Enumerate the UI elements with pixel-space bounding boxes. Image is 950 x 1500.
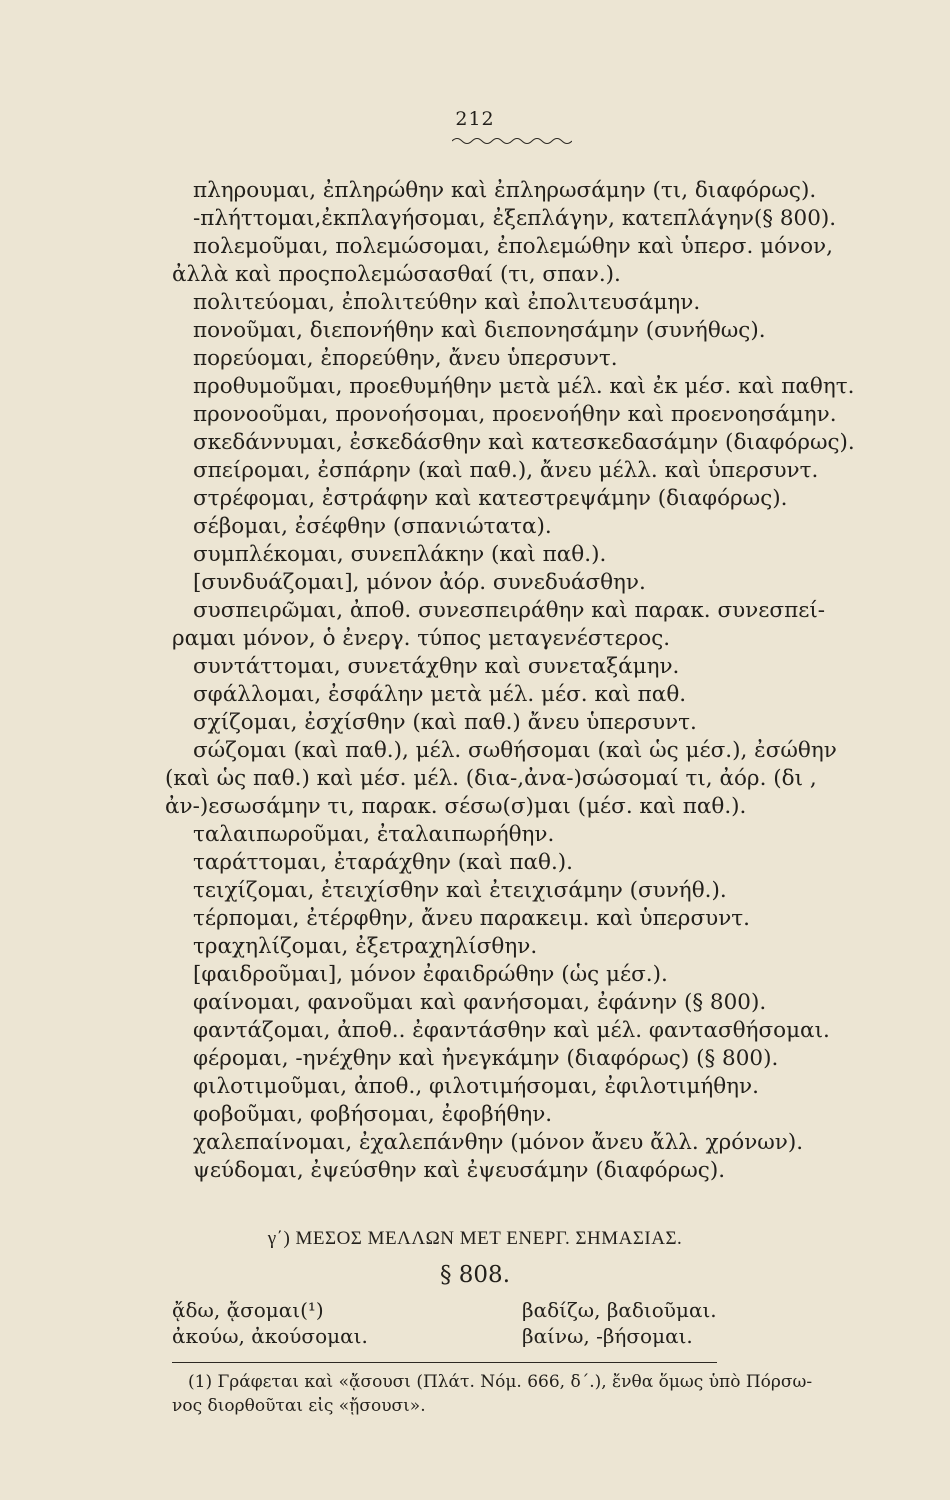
verb-pair-left: ᾄδω, ᾄσομαι(¹): [172, 1298, 324, 1322]
entry-line: ταράττομαι, ἐταράχθην (καὶ παθ.).: [193, 850, 574, 875]
entry-line: χαλεπαίνομαι, ἐχαλεπάνθην (μόνον ἄνευ ἄλλ. χρόνων).: [193, 1130, 804, 1155]
entry-line: προθυμοῦμαι, προεθυμήθην μετὰ μέλ. καὶ ἐκ μέσ. καὶ παθητ.: [193, 374, 855, 399]
entry-line: -πλήττομαι,ἐκπλαγήσομαι, ἐξεπλάγην, κατεπλάγην(§ 800).: [193, 206, 837, 231]
entry-line: στρέφομαι, ἐστράφην καὶ κατεστρεψάμην (διαφόρως).: [193, 486, 788, 511]
entry-line: σπείρομαι, ἐσπάρην (καὶ παθ.), ἄνευ μέλλ. καὶ ὑπερσυντ.: [193, 458, 819, 483]
footnote-divider: [172, 1362, 717, 1363]
entry-line: προνοοῦμαι, προνοήσομαι, προενοήθην καὶ προενοησάμην.: [193, 402, 837, 427]
entry-line: [φαιδροῦμαι], μόνον ἐφαιδρώθην (ὡς μέσ.).: [193, 962, 668, 987]
verb-pair-right: βαδίζω, βαδιοῦμαι.: [522, 1298, 717, 1322]
entry-line: πορεύομαι, ἐπορεύθην, ἄνευ ὑπερσυντ.: [193, 346, 618, 371]
entry-line: σχίζομαι, ἐσχίσθην (καὶ παθ.) ἄνευ ὑπερσυντ.: [193, 710, 697, 735]
entry-line: φαντάζομαι, ἀποθ.. ἐφαντάσθην καὶ μέλ. φαντασθήσομαι.: [193, 1018, 830, 1043]
entry-line: ἀλλὰ καὶ προςπολεμώσασθαί (τι, σπαν.).: [172, 262, 621, 287]
entry-line: συσπειρῶμαι, ἀποθ. συνεσπειράθην καὶ παρακ. συνεσπεί-: [193, 598, 826, 623]
footnote-line: νος διορθοῦται εἰς «ᾔσουσι».: [172, 1396, 426, 1416]
entry-line: τειχίζομαι, ἐτειχίσθην καὶ ἐτειχισάμην (συνήθ.).: [193, 878, 727, 903]
entry-line: ραμαι μόνον, ὁ ἐνεργ. τύπος μεταγενέστερος.: [172, 626, 671, 651]
entry-line: πονοῦμαι, διεπονήθην καὶ διεπονησάμην (συνήθως).: [193, 318, 766, 343]
page-number: 212: [455, 108, 495, 130]
entry-line: ψεύδομαι, ἐψεύσθην καὶ ἐψευσάμην (διαφόρως).: [193, 1158, 726, 1183]
entry-line: φοβοῦμαι, φοβήσομαι, ἐφοβήθην.: [193, 1102, 553, 1127]
entry-line: τέρπομαι, ἐτέρφθην, ἄνευ παρακειμ. καὶ ὑπερσυντ.: [193, 906, 750, 931]
entry-line: ταλαιπωροῦμαι, ἐταλαιπωρήθην.: [193, 822, 555, 847]
ornament-wavy-rule: [452, 136, 572, 146]
entry-line: σκεδάννυμαι, ἐσκεδάσθην καὶ κατεσκεδασάμην (διαφόρως).: [193, 430, 855, 455]
entry-line: σώζομαι (καὶ παθ.), μέλ. σωθήσομαι (καὶ ὡς μέσ.), ἐσώθην: [193, 738, 837, 763]
entry-line: συμπλέκομαι, συνεπλάκην (καὶ παθ.).: [193, 542, 607, 567]
verb-pair-left: ἀκούω, ἀκούσομαι.: [172, 1324, 368, 1348]
entry-line: φέρομαι, -ηνέχθην καὶ ἠνεγκάμην (διαφόρως) (§ 800).: [193, 1046, 779, 1071]
section-number: § 808.: [439, 1262, 511, 1288]
entry-line: πληρουμαι, ἐπληρώθην καὶ ἐπληρωσάμην (τι, διαφόρως).: [193, 178, 817, 203]
entry-line: συντάττομαι, συνετάχθην καὶ συνεταξάμην.: [193, 654, 680, 679]
entry-line: τραχηλίζομαι, ἐξετραχηλίσθην.: [193, 934, 538, 959]
entry-line: πολιτεύομαι, ἐπολιτεύθην καὶ ἐπολιτευσάμην.: [193, 290, 701, 315]
entry-line: σέβομαι, ἐσέφθην (σπανιώτατα).: [193, 514, 552, 539]
entry-line: πολεμοῦμαι, πολεμώσομαι, ἐπολεμώθην καὶ ὑπερσ. μόνον,: [193, 234, 833, 259]
entry-line: (καὶ ὡς παθ.) καὶ μέσ. μέλ. (δια-,ἀνα-)σώσομαί τι, ἀόρ. (δι ,: [165, 766, 817, 791]
section-heading: γ΄) ΜΕΣΟΣ ΜΕΛΛΩΝ ΜΕΤ ΕΝΕΡΓ. ΣΗΜΑΣΙΑΣ.: [267, 1228, 683, 1249]
entry-line: σφάλλομαι, ἐσφάλην μετὰ μέλ. μέσ. καὶ παθ.: [193, 682, 687, 707]
footnote-line: (1) Γράφεται καὶ «ᾄσουσι (Πλάτ. Νόμ. 666, δ΄.), ἔνθα ὅμως ὑπὸ Πόρσω-: [188, 1372, 813, 1392]
verb-pair-right: βαίνω, -βήσομαι.: [522, 1324, 693, 1348]
entry-line: φιλοτιμοῦμαι, ἀποθ., φιλοτιμήσομαι, ἐφιλοτιμήθην.: [193, 1074, 759, 1099]
entry-line: ἀν-)εσωσάμην τι, παρακ. σέσω(σ)μαι (μέσ. καὶ παθ.).: [165, 794, 747, 819]
entry-line: [συνδυάζομαι], μόνον ἀόρ. συνεδυάσθην.: [193, 570, 646, 595]
entry-line: φαίνομαι, φανοῦμαι καὶ φανήσομαι, ἐφάνην (§ 800).: [193, 990, 767, 1015]
